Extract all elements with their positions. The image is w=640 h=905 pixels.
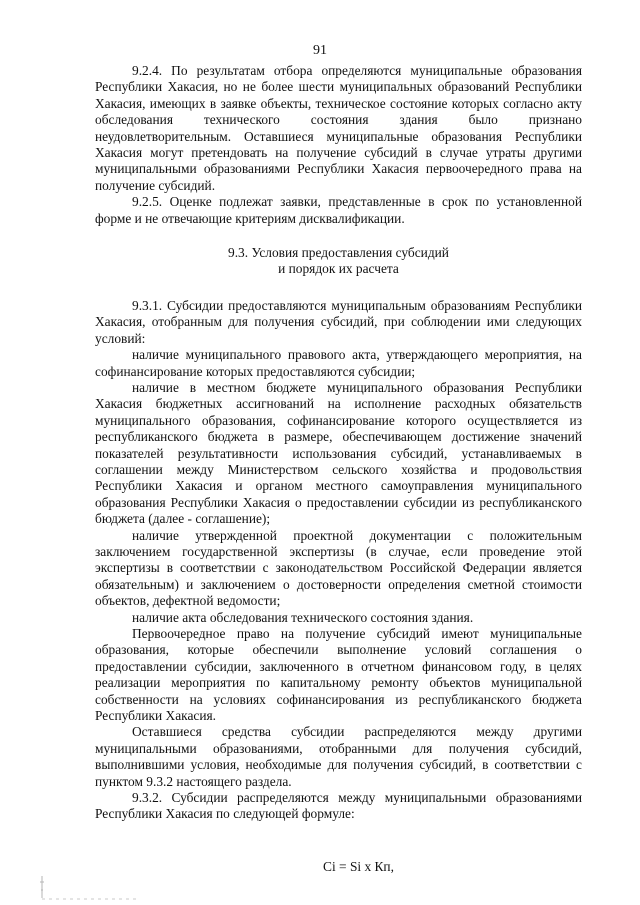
paragraph-9-3-1: 9.3.1. Субсидии предоставляются муниципальным образованиям Республики Хакасия, отобранным для получения субсидий, при соблюдении ими следующих условий: <box>95 297 582 346</box>
condition-budget-allocations: наличие в местном бюджете муниципального образования Республики Хакасия бюджетных ассигнований на исполнение расходных обязательств муниципального образования, софинансирование которого осуществляется из республиканского бюджета в размере, обеспечивающем достижение значений показателей результативности использования субсидий, устанавливаемых в соглашении между Министерством сельского хозяйства и продовольствия Республики Хакасия и органом местного самоуправления муниципального образования Республики Хакасия о предоставлении субсидии из республиканского бюджета (далее - соглашение); <box>95 379 582 527</box>
section-title-line-1: 9.3. Условия предоставления субсидий <box>228 245 449 261</box>
page-number: 91 <box>313 43 327 58</box>
distribution-formula: Ci = Si x Кп, <box>323 858 394 874</box>
condition-legal-act: наличие муниципального правового акта, утверждающего мероприятия, на софинансирование которых предоставляются субсидии; <box>95 347 582 379</box>
paragraph-9-2-5: 9.2.5. Оценке подлежат заявки, представленные в срок по установленной форме и не отвечающие критериям дисквалификации. <box>95 194 582 226</box>
paragraph-remaining-funds: Оставшиеся средства субсидии распределяются между другими муниципальными образованиями, отобранными для получения субсидий, выполнившими условия, необходимые для получения субсидий, в соответствии с пунктом 9.3.2 настоящего раздела. <box>95 724 582 789</box>
condition-inspection-act: наличие акта обследования технического состояния здания. <box>132 609 474 625</box>
condition-project-documentation: наличие утвержденной проектной документации с положительным заключением государственной экспертизы (в случае, если проведение этой экспертизы в соответствии с законодательством Российской Федерации является обязательным) и заключением о достоверности определения сметной стоимости объектов, дефектной ведомости; <box>95 527 582 609</box>
document-body <box>95 63 582 875</box>
section-title <box>95 245 582 278</box>
paragraph-priority-right: Первоочередное право на получение субсидий имеют муниципальные образования, которые обеспечили выполнение условий соглашения о предоставлении субсидии, заключенного в отчетном финансовом году, в целях реализации мероприятия по капитальному ремонту объектов муниципальной собственности на условиях софинансирования из республиканского бюджета Республики Хакасия. <box>95 626 582 724</box>
section-title-line-2: и порядок их расчета <box>278 261 399 277</box>
scan-artifact-mark <box>36 872 146 902</box>
paragraph-9-3-2: 9.3.2. Субсидии распределяются между муниципальными образованиями Республики Хакасия по следующей формуле: <box>95 790 582 822</box>
paragraph-9-2-4: 9.2.4. По результатам отбора определяются муниципальные образования Республики Хакасия, но не более шести муниципальных образований Республики Хакасия, имеющих в заявке объекты, техническое состояние которых согласно акту обследования технического состояния здания было признано неудовлетворительным. Оставшиеся муниципальные образования Республики Хакасия могут претендовать на получение субсидий в случае утраты другими муниципальными образованиями Республики Хакасия первоочередного права на получение субсидий. <box>95 63 582 193</box>
